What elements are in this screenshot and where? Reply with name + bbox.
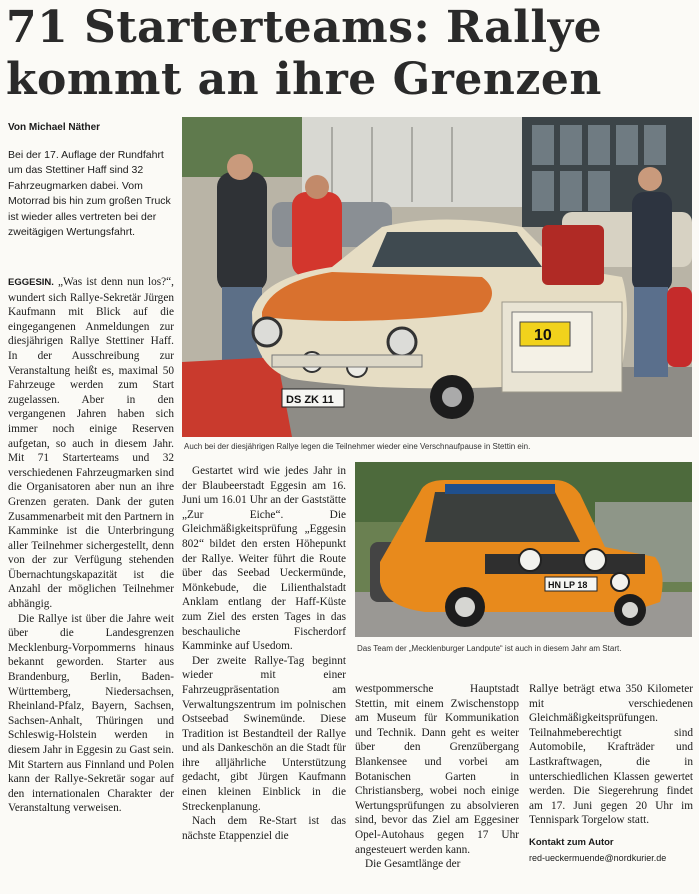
col1-paragraph-1: „Was ist denn nun los?“, wundert sich Rallye-Sekretär Jürgen Kaufmann mit Blick auf die eingegangenen Anmeldungen zur diesjährigen Rallye Stettiner Haff. In der Ausschreibung zur Veranstaltung heißt es, maximal 50 Fahrzeuge werden zum Start zugelassen. Aber in den vergangenen Jahren haben sich immer noch einige Reserven aufgetan, so auch in diesem Jahr. Mit 71 Starterteams und 32 verschiedenen Fahrzeugmarken sind die Organisatoren aber nun an ihre Grenzen geraten. Dank der guten Zusammenarbeit mit den Partnern in Kamminke ist die Unterbringung aller Teilnehmer sichergestellt, denn von der zur Verfügung stehenden Übernachtungskapazität ist die Anzahl der möglichen Teilnehmer abhängig.	[8, 276, 175, 611]
col3-paragraph-2: Die Gesamtlänge der	[365, 858, 461, 871]
headline-line-1: 71 Starterteams: Rallye	[6, 2, 603, 53]
article-column-1	[8, 275, 174, 816]
plate-text-lada: HN LP 18	[548, 580, 588, 590]
col4-paragraph-1: Rallye beträgt etwa 350 Kilometer mit verschiedenen Gleichmäßigkeitsprüfungen. Teilnahmeberechtigt sind Automobile, Krafträder und Lastkraftwagen, die in unterschiedlichen Klassen gewertet werden. Die Siegerehrung findet am 17. Juni gegen 20 Uhr im Tennispark Torgelow statt.	[529, 683, 693, 827]
byline: Von Michael Näther	[8, 122, 101, 133]
plate-text: DS ZK 11	[286, 394, 334, 406]
teaser-text: Bei der 17. Auflage der Rundfahrt um das Stettiner Haff sind 32 Fahrzeugmarken dabei. Vom Motorrad bis hin zum großen Truck ist wieder alles vertreten bei der zweitägigen Wertungsfahrt.	[8, 149, 171, 239]
contact-heading: Kontakt zum Autor	[529, 836, 614, 848]
article-column-2	[182, 464, 346, 843]
start-number: 10	[534, 327, 552, 344]
col1-paragraph-2: Die Rallye ist über die Jahre weit über die Landesgrenzen Mecklenburg-Vorpommerns hinaus bekannt geworden. Starter aus Brandenburg, Berlin, Baden-Württemberg, Niedersachsen, Rheinland-Pfalz, Bayern, Sachsen, Sachsen-Anhalt, Thüringen und Schleswig-Holstein werden in diesem Jahr in Eggesin zu Gast sein. Mit Startern aus Finnland und Polen kann der Rallye-Sekretär sogar auf den internationalen Charakter der Veranstaltung verweisen.	[8, 612, 174, 815]
col3-paragraph-1: westpommersche Hauptstadt Stettin, mit einem Zwischenstopp am Museum für Kommunikation und Technik. Dann geht es weiter über den Grenzübergang Blankensee und vorbei am Botanischen Garten in Christiansberg, wobei noch einige Wertungsprüfungen zu absolvieren sind, bevor das Ziel am Eggesiner Opel-Autohaus gegen 17 Uhr angesteuert werden kann.	[355, 683, 519, 856]
col2-paragraph-2: Der zweite Rallye-Tag beginnt wieder mit einer Fahrzeugpräsentation am Verwaltungszentrum im polnischen Ostseebad Swinemünde. Diese Tradition ist Bestandteil der Rallye und als Dankeschön an die Stadt für ihre alljährliche Unterstützung gedacht, gibt Jürgen Kaufmann einen kleinen Einblick in die Streckenplanung.	[182, 654, 346, 813]
contact-email[interactable]: red-ueckermuende@nordkurier.de	[529, 852, 667, 863]
photo-trabant-caption: Auch bei der diesjährigen Rallye legen die Teilnehmer wieder eine Verschnaufpause in Stettin ein.	[184, 442, 531, 451]
photo-lada-caption: Das Team der „Mecklenburger Landpute“ ist auch in diesem Jahr am Start.	[357, 644, 622, 653]
col2-paragraph-3: Nach dem Re-Start ist das nächste Etappenziel die	[182, 815, 346, 842]
trabant-illustration	[182, 117, 692, 437]
lada-illustration	[355, 462, 692, 637]
dateline: EGGESIN.	[8, 277, 54, 288]
photo-trabant	[182, 117, 692, 437]
headline-line-2: kommt an ihre Grenzen	[6, 54, 602, 105]
article-column-3	[355, 682, 519, 872]
headline	[6, 2, 696, 106]
article-column-4	[529, 682, 693, 865]
col2-paragraph-1: Gestartet wird wie jedes Jahr in der Blaubeerstadt Eggesin am 16. Juni um 16.01 Uhr an der Gaststätte „Zur Eiche“. Die Gleichmäßigkeitsprüfung „Eggesin 802“ bildet den ersten Höhepunkt der Rallye. Weiter führt die Route über das Seebad Ueckermünde, Mönkebude, die Lilienthalstadt Anklam entlang der Haff-Küste zum Ziel des ersten Tages in das beschauliche Fischerdorf Kamminke auf Usedom.	[182, 465, 346, 653]
photo-lada	[355, 462, 692, 637]
